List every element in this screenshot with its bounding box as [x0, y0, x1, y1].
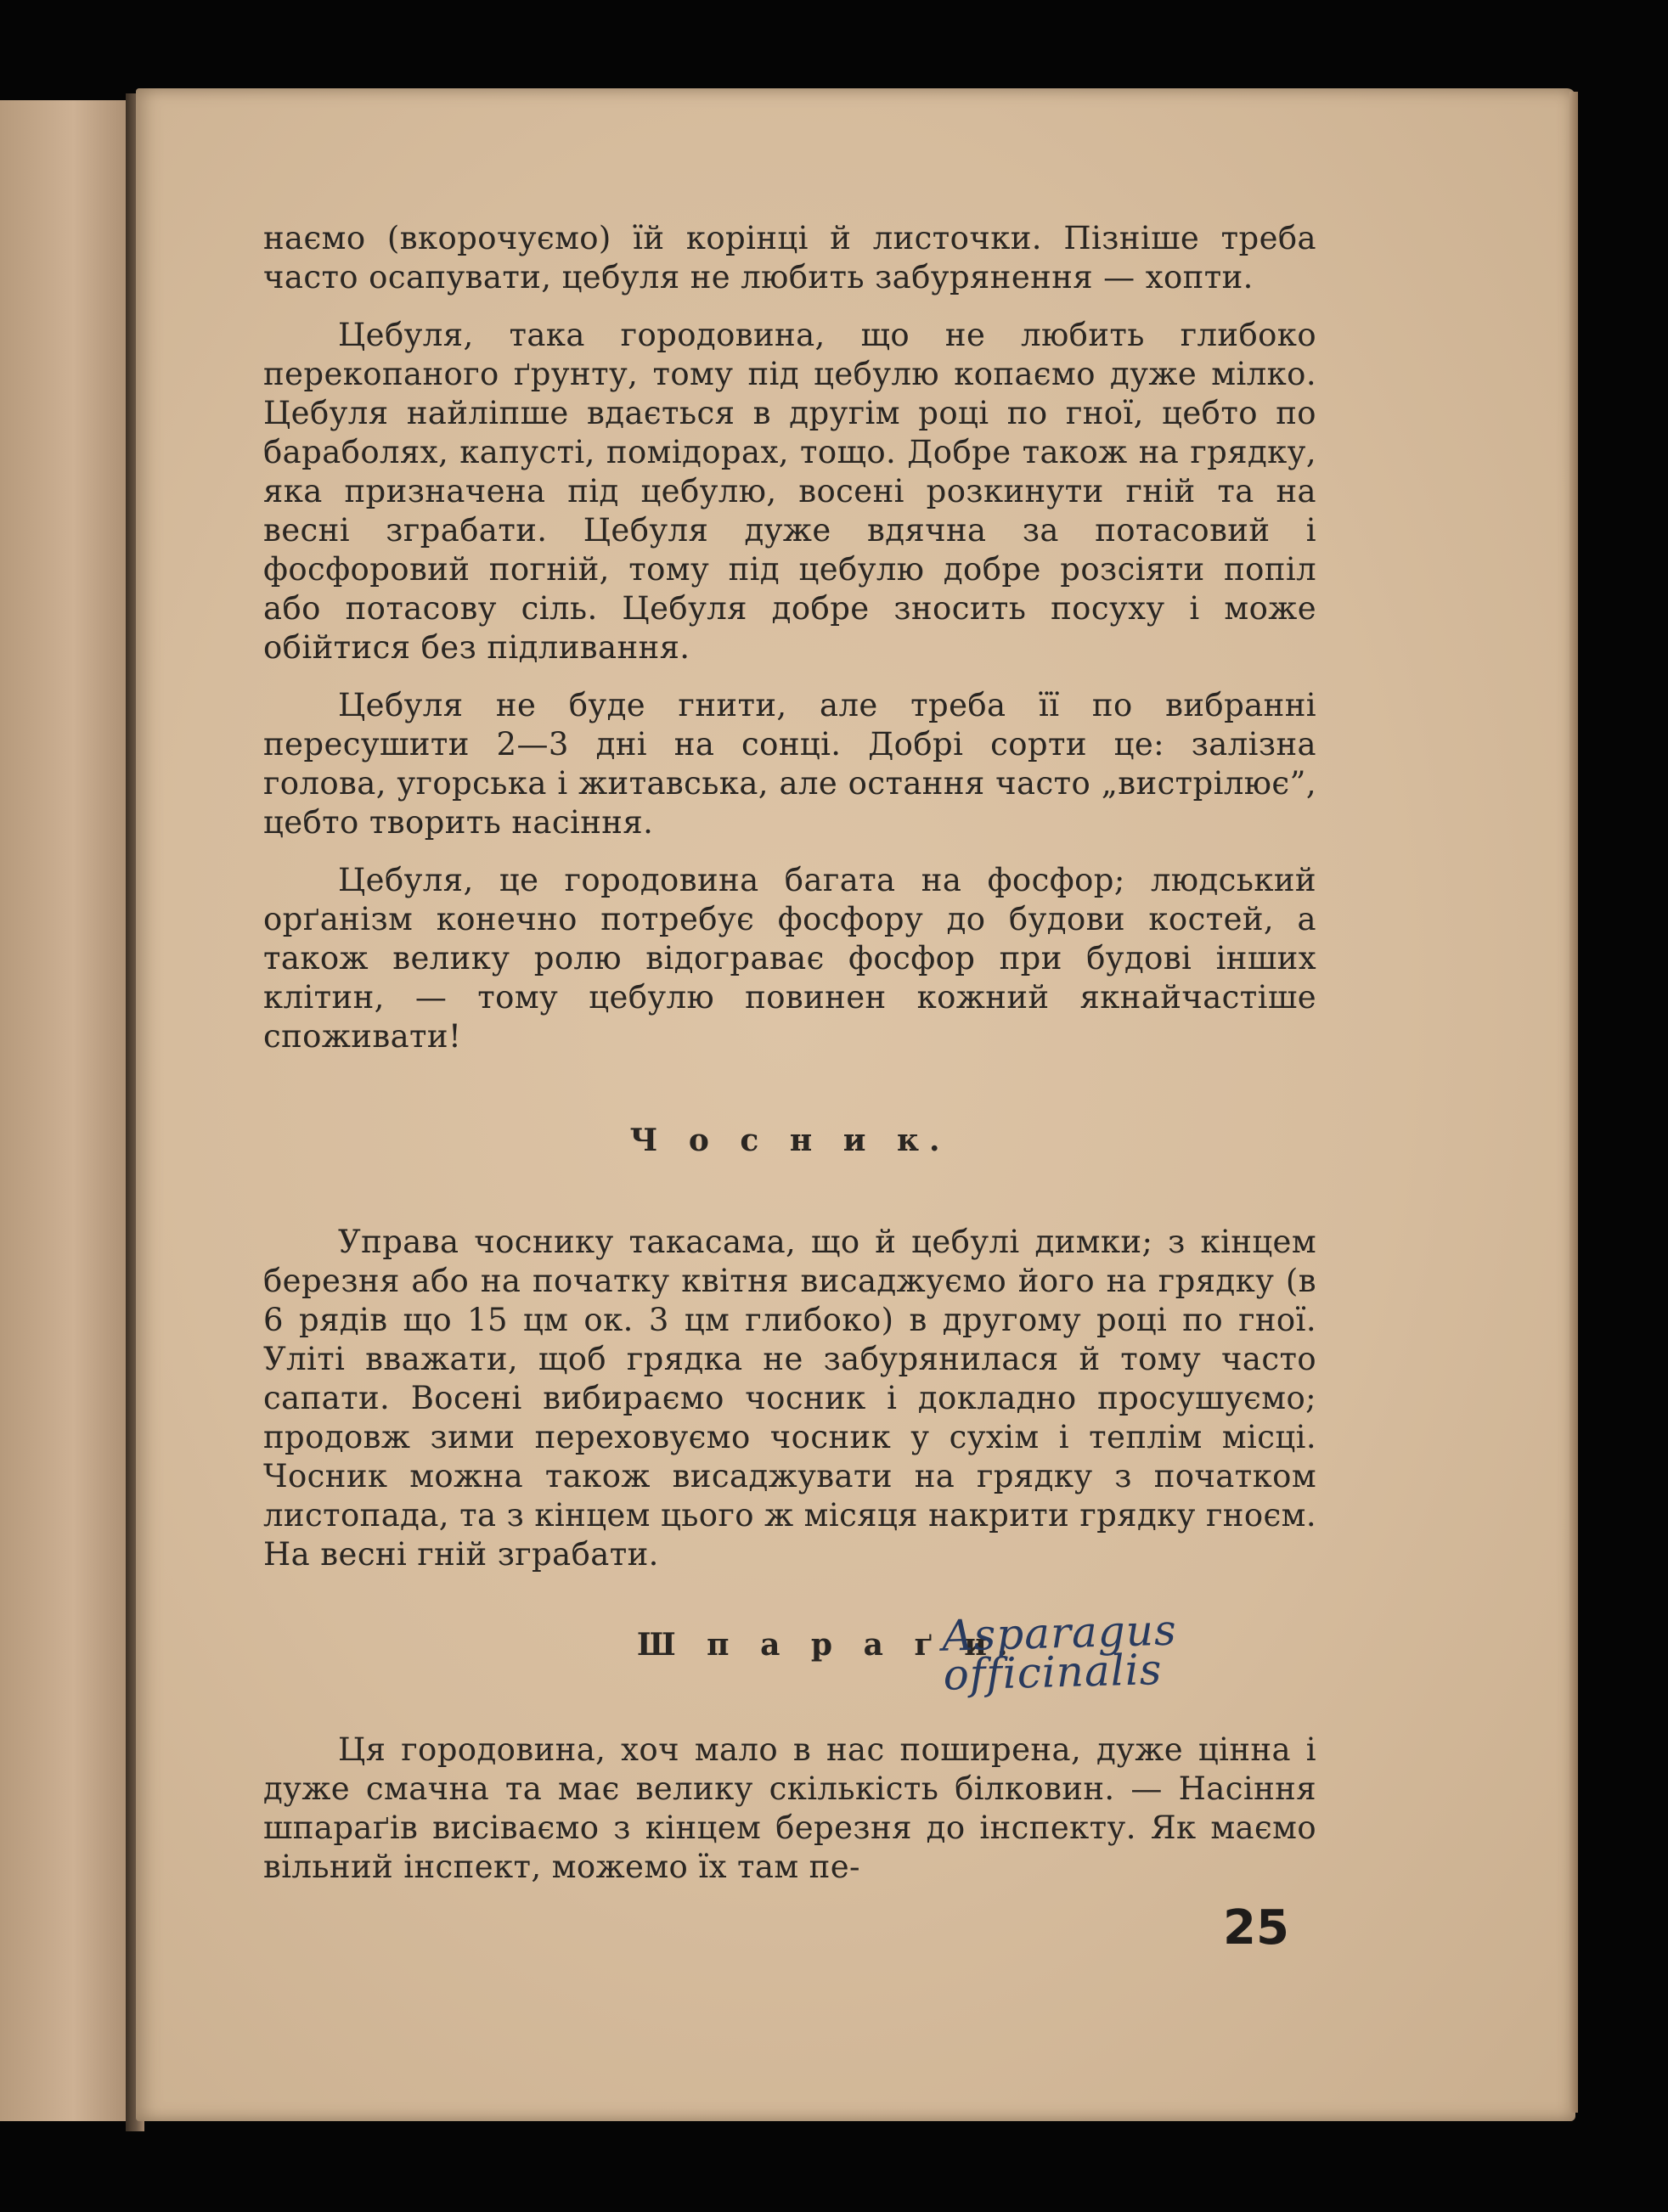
paragraph-asparagus: Ця городовина, хоч мало в нас поширена, дуже цінна і дуже смачна та має велику скількість білковин. — Насіння шпараґів висіваємо з кінцем березня до інспекту. Як маємо вільний інспект, можемо їх там пе-	[263, 1731, 1316, 1885]
heading-garlic: Ч о с н и к.	[629, 1123, 950, 1158]
facing-page	[0, 100, 134, 2121]
paragraph-garlic: Управа чоснику такасама, що й цебулі димки; з кінцем березня або на початку квітня висаджуємо його на грядку (в 6 рядів що 15 цм ок. 3 цм глибоко) в другому році по гної. Уліті вважати, щоб грядка не забурянилася й тому часто сапати. Восені вибираємо чосник і докладно просушуємо; продовж зими переховуємо чосник у сухім і теплім місці. Чосник можна також висаджувати на грядку з початком листопада, та з кінцем цього ж місяця накрити грядку гноєм. На весні гній зграбати.	[263, 1224, 1316, 1573]
paragraph-onion-care: наємо (вкорочуємо) їй корінці й листочки. Пізніше треба часто осапувати, цебуля не любить забурянення — хопти.	[263, 220, 1316, 295]
heading-asparagus-row	[263, 1605, 1316, 1700]
paragraph-onion-varieties: Цебуля не буде гнити, але треба її по вибранні пересушити 2—3 дні на сонці. Добрі сорти це: залізна голова, угорська і житавська, але остання часто „вистрілює”, цебто творить насіння.	[263, 687, 1316, 841]
page-text	[263, 219, 1316, 1905]
page-edge	[1569, 92, 1578, 2113]
paragraph-onion-soil: Цебуля, така городовина, що не любить глибоко перекопаного ґрунту, тому під цебулю копаємо дуже мілко. Цебуля найліпше вдається в другім році по гної, цебто по бараболях, капусті, помідорах, тощо. Добре також на грядку, яка призначена під цебулю, восені розкинути гній та на весні зграбати. Цебуля дуже вдячна за потасовий і фосфоровий погній, тому під цебулю добре розсіяти попіл або потасову сіль. Цебуля добре зносить посуху і може обійтися без підливання.	[263, 317, 1316, 666]
page-number: 25	[1223, 1900, 1289, 1956]
paragraph-onion-phosphorus: Цебуля, це городовина багата на фосфор; людський орґанізм конечно потребує фосфору до будови костей, а також велику ролю відограває фосфор при будові інших клітин, — тому цебулю повинен кожний якнайчастіше споживати!	[263, 862, 1316, 1055]
heading-asparagus: Ш п а р а ґ и.	[637, 1627, 1018, 1663]
handwritten-annotation: Asparagus officinalis	[941, 1605, 1178, 1700]
